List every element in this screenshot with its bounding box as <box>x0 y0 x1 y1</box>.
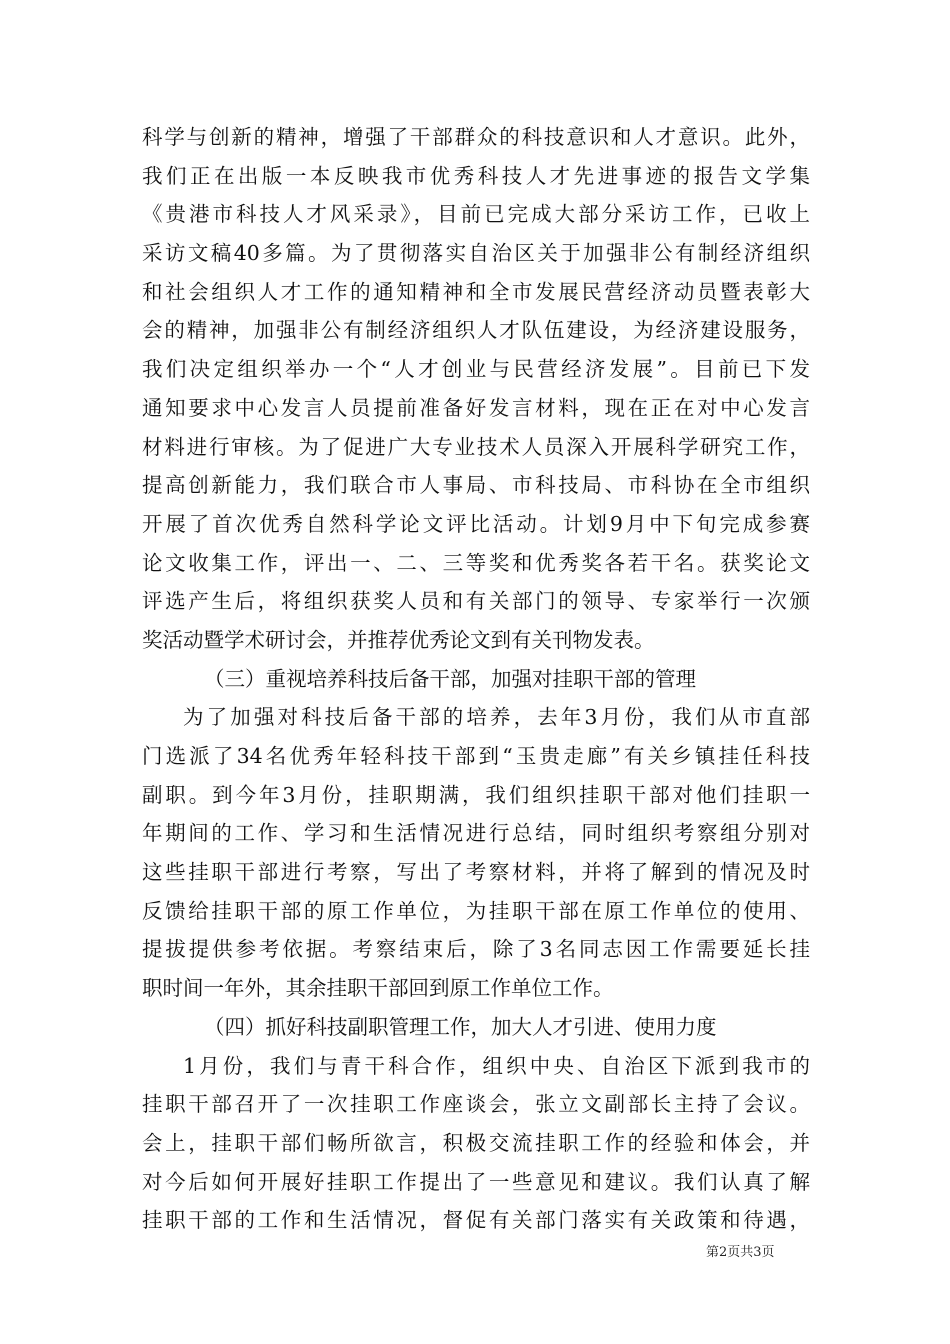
text-line: 门选派了34名优秀年轻科技干部到“玉贵走廊”有关乡镇挂任科技 <box>142 744 810 768</box>
text-line: 这些挂职干部进行考察，写出了考察材料，并将了解到的情况及时 <box>142 860 810 885</box>
document-body <box>142 118 810 1240</box>
text-line: 1月份，我们与青干科合作，组织中央、自治区下派到我市的 <box>183 1053 810 1078</box>
text-line: 材料进行审核。为了促进广大专业技术人员深入开展科学研究工作， <box>142 434 810 459</box>
text-line: 为了加强对科技后备干部的培养，去年3月份，我们从市直部 <box>183 705 810 730</box>
text-line: 提拔提供参考依据。考察结束后，除了3名同志因工作需要延长挂 <box>142 937 810 962</box>
text-line: 论文收集工作，评出一、二、三等奖和优秀奖各若干名。获奖论文 <box>142 550 810 575</box>
text-line: 年期间的工作、学习和生活情况进行总结，同时组织考察组分别对 <box>142 821 810 846</box>
text-line: 《贵港市科技人才风采录》，目前已完成大部分采访工作，已收上 <box>142 202 810 227</box>
text-line: 我们决定组织举办一个“人才创业与民营经济发展”。目前已下发 <box>142 357 810 382</box>
text-line: 反馈给挂职干部的原工作单位，为挂职干部在原工作单位的使用、 <box>142 898 810 923</box>
text-line: 通知要求中心发言人员提前准备好发言材料，现在正在对中心发言 <box>142 395 810 420</box>
text-line: 采访文稿40多篇。为了贯彻落实自治区关于加强非公有制经济组织 <box>142 241 810 266</box>
text-line: 副职。到今年3月份，挂职期满，我们组织挂职干部对他们挂职一 <box>142 782 810 807</box>
text-line: 评选产生后，将组织获奖人员和有关部门的领导、专家举行一次颁 <box>142 589 810 614</box>
text-line: 我们正在出版一本反映我市优秀科技人才先进事迹的报告文学集 <box>142 163 810 188</box>
text-line: 会上，挂职干部们畅所欲言，积极交流挂职工作的经验和体会，并 <box>142 1130 810 1155</box>
text-line: 开展了首次优秀自然科学论文评比活动。计划9月中下旬完成参赛 <box>142 511 810 536</box>
text-line: 职时间一年外，其余挂职干部回到原工作单位工作。 <box>142 976 614 1001</box>
text-line: 科学与创新的精神，增强了干部群众的科技意识和人才意识。此外， <box>142 125 810 149</box>
section-heading: （三）重视培养科技后备干部，加强对挂职干部的管理 <box>204 666 696 691</box>
text-line: 挂职干部的工作和生活情况，督促有关部门落实有关政策和待遇， <box>142 1208 810 1233</box>
text-line: 和社会组织人才工作的通知精神和全市发展民营经济动员暨表彰大 <box>142 279 810 304</box>
text-line: 挂职干部召开了一次挂职工作座谈会，张立文副部长主持了会议。 <box>142 1092 810 1117</box>
section-heading: （四）抓好科技副职管理工作，加大人才引进、使用力度 <box>204 1014 717 1039</box>
text-line: 对今后如何开展好挂职工作提出了一些意见和建议。我们认真了解 <box>142 1169 810 1194</box>
text-line: 提高创新能力，我们联合市人事局、市科技局、市科协在全市组织 <box>142 473 810 498</box>
text-line: 会的精神，加强非公有制经济组织人才队伍建设，为经济建设服务， <box>142 318 810 343</box>
text-line: 奖活动暨学术研讨会，并推荐优秀论文到有关刊物发表。 <box>142 627 655 652</box>
page-number: 第2页共3页 <box>706 1245 775 1260</box>
